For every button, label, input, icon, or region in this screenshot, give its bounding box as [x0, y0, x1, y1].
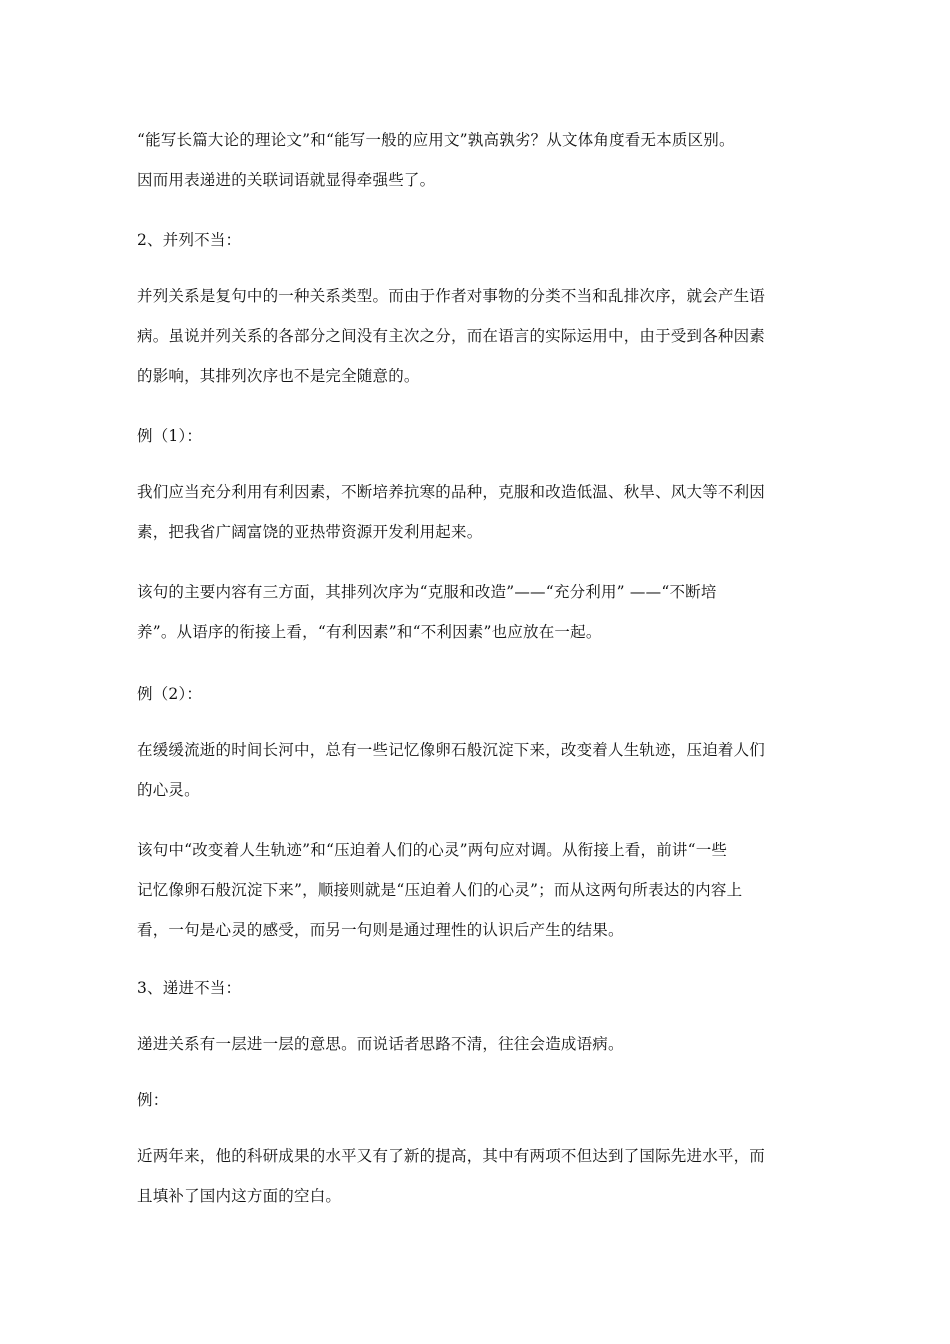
text-line: 例（1）： [137, 427, 203, 445]
text-line: 该句中“改变着人生轨迹”和“压迫着人们的心灵”两句应对调。从衔接上看，前讲“一些 [137, 841, 728, 859]
text-line: 的影响，其排列次序也不是完全随意的。 [137, 367, 420, 385]
text-line: 病。虽说并列关系的各部分之间没有主次之分，而在语言的实际运用中，由于受到各种因素 [137, 327, 766, 345]
text-line: 该句的主要内容有三方面，其排列次序为“克服和改造”——“充分利用” ——“不断培 [137, 583, 717, 601]
example-sentence-3 [137, 1136, 817, 1216]
text-line: 的心灵。 [137, 781, 200, 799]
text-line: 近两年来，他的科研成果的水平又有了新的提高，其中有两项不但达到了国际先进水平，而 [137, 1147, 766, 1165]
text-line: 3、递进不当： [137, 979, 242, 997]
text-line: 例（2）： [137, 685, 203, 703]
text-line: 素，把我省广阔富饶的亚热带资源开发利用起来。 [137, 523, 483, 541]
text-line: 我们应当充分利用有利因素，不断培养抗寒的品种，克服和改造低温、秋旱、风大等不利因 [137, 483, 766, 501]
paragraph-comparison-note [137, 120, 817, 200]
example-sentence-2 [137, 730, 817, 810]
text-line: 2、并列不当： [137, 231, 242, 249]
text-line: 看，一句是心灵的感受，而另一句则是通过理性的认识后产生的结果。 [137, 921, 624, 939]
text-line: 并列关系是复句中的一种关系类型。而由于作者对事物的分类不当和乱排次序，就会产生语 [137, 287, 766, 305]
example-label-1 [137, 416, 817, 456]
text-line: 记忆像卵石般沉淀下来”，顺接则就是“压迫着人们的心灵”；而从这两句所表达的内容上 [137, 881, 743, 899]
text-line: 因而用表递进的关联词语就显得牵强些了。 [137, 171, 436, 189]
section-heading-parallel [137, 220, 817, 260]
text-line: 且填补了国内这方面的空白。 [137, 1187, 342, 1205]
example-analysis-1 [137, 572, 817, 652]
text-line: 例： [137, 1091, 169, 1109]
text-line: “能写长篇大论的理论文”和“能写一般的应用文”孰高孰劣？从文体角度看无本质区别。 [137, 131, 735, 149]
section-heading-progressive [137, 968, 817, 1008]
paragraph-progressive-explanation [137, 1024, 817, 1064]
example-label-2 [137, 674, 817, 714]
example-label-3 [137, 1080, 817, 1120]
text-line: 养”。从语序的衔接上看，“有利因素”和“不利因素”也应放在一起。 [137, 623, 602, 641]
text-line: 在缓缓流逝的时间长河中，总有一些记忆像卵石般沉淀下来，改变着人生轨迹，压迫着人们 [137, 741, 766, 759]
paragraph-parallel-explanation [137, 276, 817, 396]
example-sentence-1 [137, 472, 817, 552]
example-analysis-2 [137, 830, 817, 950]
text-line: 递进关系有一层进一层的意思。而说话者思路不清，往往会造成语病。 [137, 1035, 624, 1053]
